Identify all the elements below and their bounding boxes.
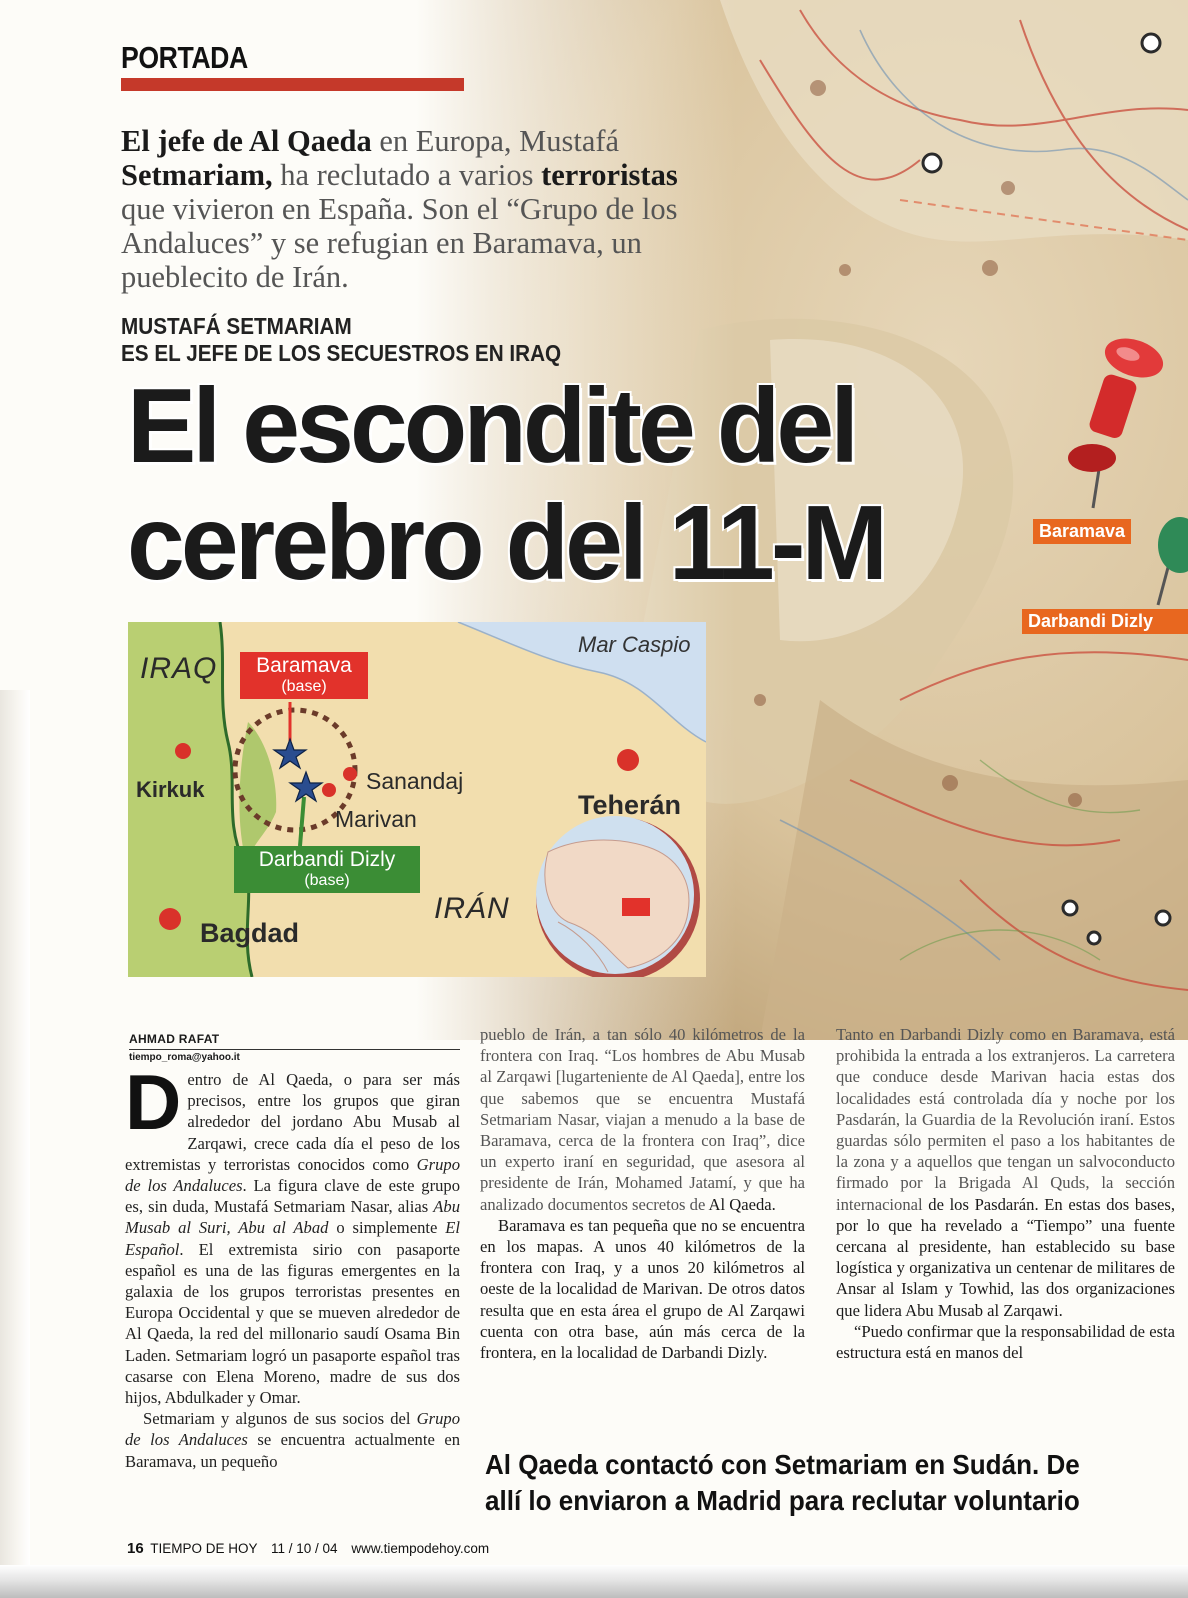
paragraph: Tanto en Darbandi Dizly como en Baramava, está prohibida la entrada a los extranjeros. La carretera que conduce desde Marivan hacia estas dos localidades está controlada día y noche por los Pasdarán, la Guardia de la Revolución iraní. Estos guardas sólo permiten el paso a los habitantes de la zona y a aquellos que tengan un salvoconducto firmado por la Brigada Al Quds, la sección internacional de los Pasdarán. En estas dos bases, por lo que ha revelado a “Tiempo” una fuente cercana al presidente, han establecido su base logística y organizativa un centenar de militares de Ansar al Islam y Towhid, las dos organizaciones que lidera Abu Musab al Zarqawi. [836,1025,1175,1320]
kicker [121,313,561,367]
article-column-2 [480,1024,805,1363]
page-gutter-shadow [0,690,30,1570]
headline-line-2: cerebro del 11-M [127,484,885,602]
inset-box-baramava: Baramava (base) [240,652,368,699]
paragraph: pueblo de Irán, a tan sólo 40 kilómetros de la frontera con Iraq. “Los hombres de Abu Musab al Zarqawi [lugarteniente de Al Qaeda], entre los que sabemos que se encuentra Mustafá Setmariam Nasar, viajan a menudo a la base de Baramava, cerca de la frontera con Iraq”, dice un experto iraní en seguridad, que asesora al presidente de Irán, Mohamed Jatamí, y que ha analizado documentos secretos de Al Qaeda. [480,1025,805,1214]
paragraph: Setmariam y algunos de sus socios del Grupo de los Andaluces se encuentra actualmente en Baramava, un pequeño [125,1409,460,1471]
magazine-url[interactable]: www.tiempodehoy.com [351,1541,490,1556]
paragraph: Dentro de Al Qaeda, o para ser más precisos, entre los grupos que giran alrededor del jordano Abu Musab al Zarqawi, crece cada día el peso de los extremistas y terroristas conocidos como Grupo de los Andaluces. La figura clave de este grupo es, sin duda, Mustafá Setmariam Nasar, alias Abu Musab al Suri, Abu al Abad o simplemente El Español. El extremista sirio con pasaporte español es una de las figuras emergentes en la galaxia de los grupos terroristas presentes en Europa Occidental y que se mueven alrededor de Al Qaeda, la red del millonario saudí Osama Bin Laden. Setmariam logró un pasaporte español tras casarse con Elena Moreno, madre de sus dos hijos, Abdulkader y Omar. [125,1058,460,1408]
drop-cap: D [125,1058,182,1146]
inset-label-marivan: Marivan [335,806,417,832]
paragraph: “Puedo confirmar que la responsabilidad de esta estructura está en manos del [836,1321,1175,1363]
magazine-name: TIEMPO DE HOY [150,1541,258,1556]
inset-label-iran: IRÁN [434,892,510,925]
author-name: AHMAD RAFAT [129,1032,220,1046]
article-column-1 [125,1058,460,1472]
section-label: PORTADA [121,40,248,75]
bg-map-tag-baramava: Baramava [1033,519,1131,544]
deck-intro: El jefe de Al Qaeda en Europa, Mustafá Setmariam, ha reclutado a varios terroristas que vivieron en España. Son el “Grupo de los Andaluces” y se refugian en Baramava, un pueblecito de Irán. [121,124,678,294]
inset-label-sanandaj: Sanandaj [366,768,464,794]
inset-label-bagdad: Bagdad [200,918,300,948]
issue-date: 11 / 10 / 04 [271,1541,338,1556]
inset-box-darbandi: Darbandi Dizly (base) [234,846,420,893]
section-rule [121,78,464,91]
bg-map-tag-darbandi: Darbandi Dizly [1022,609,1188,634]
inset-map [128,622,706,977]
kicker-line-1: MUSTAFÁ SETMARIAM [121,313,352,339]
kicker-line-2: ES EL JEFE DE LOS SECUESTROS EN IRAQ [121,340,562,366]
page-number: 16 [127,1540,144,1557]
author-email[interactable]: tiempo_roma@yahoo.it [129,1052,240,1063]
inset-label-teheran: Teherán [578,790,682,820]
page-footer [127,1540,489,1557]
pull-quote-line-1: Al Qaeda contactó con Setmariam en Sudán. De [485,1449,1080,1480]
article-column-3 [836,1024,1175,1363]
inset-label-kirkuk: Kirkuk [136,777,205,802]
inset-label-caspian: Mar Caspio [578,632,691,657]
inset-label-iraq: IRAQ [140,652,218,685]
byline-rule [129,1049,460,1050]
paragraph: Baramava es tan pequeña que no se encuentra en los mapas. A unos 40 kilómetros de la frontera con Iraq, y a unos 20 kilómetros al oeste de la localidad de Marivan. De otros datos resulta que en esta área el grupo de Al Zarqawi cuenta con otra base, aún más cerca de la frontera, en la localidad de Darbandi Dizly. [480,1215,805,1363]
pull-quote [485,1447,1136,1519]
headline-line-1: El escondite del [127,367,856,485]
scan-bottom-edge [0,1565,1188,1598]
pull-quote-line-2: allí lo enviaron a Madrid para reclutar voluntario [485,1485,1080,1516]
headline [127,368,884,602]
